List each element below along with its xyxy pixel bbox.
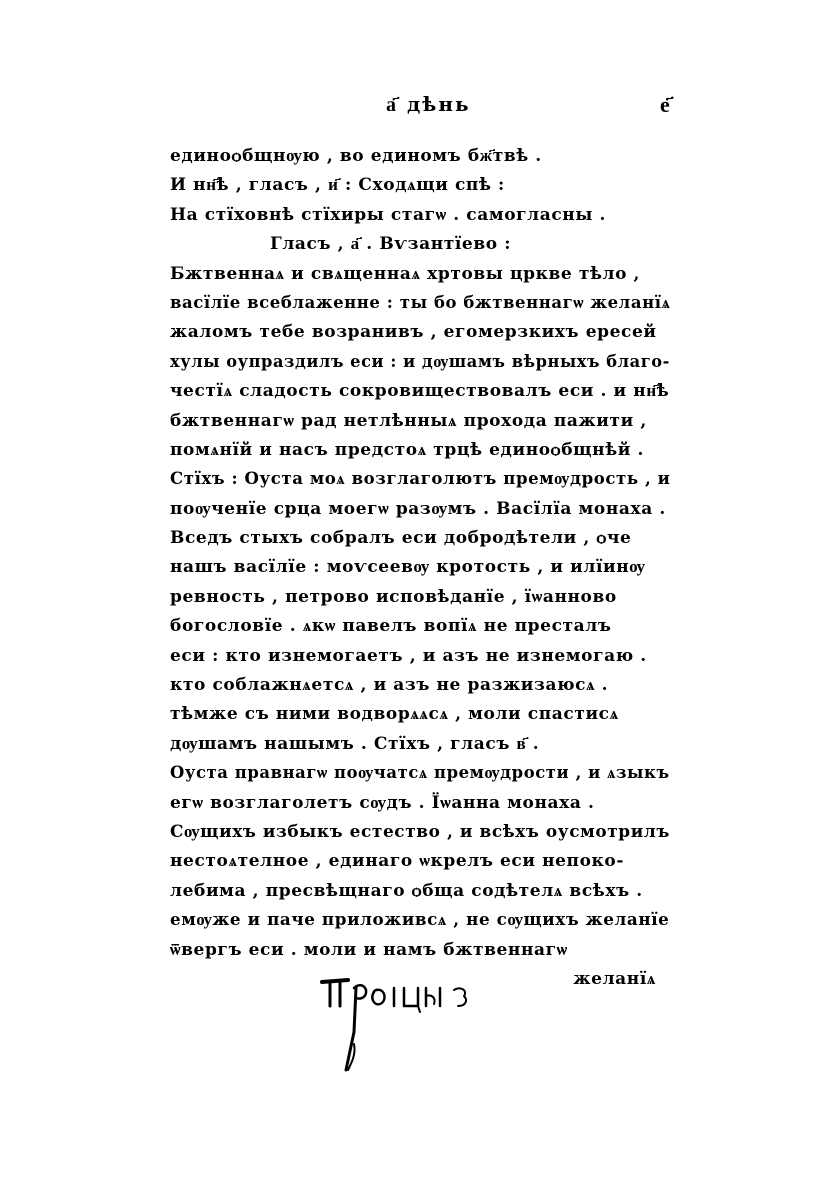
page-header [0, 92, 840, 126]
text-line: еси : кто изнемогаетъ , и азъ не изнемогаю . [170, 645, 647, 666]
text-line: Оуста правнагѡ поѹчатсѧ премѹдрости , и ѧзыкъ [170, 763, 670, 784]
text-line: васїлїе всеблаженне : ты бо бжтвеннагѡ желанїѧ [170, 292, 671, 313]
text-line: поѹченїе срца моегѡ разѹмъ . Васїлїа монаха . [170, 498, 666, 519]
text-line: Вседъ стыхъ собралъ еси добродѣтели , ѻче [170, 528, 632, 549]
text-line: хулы оупраздилъ еси : и дѹшамъ вѣрныхъ благо- [170, 351, 670, 372]
text-line: богословїе . ѧкѡ павелъ вопїѧ не престалъ [170, 616, 612, 637]
text-line: тѣмже съ ними водворѧѧсѧ , моли спастисѧ [170, 704, 619, 725]
text-line: бжтвеннагѡ рад нетлѣнныѧ прохода пажити , [170, 410, 647, 431]
text-line: На стїховнѣ стїхиры стагѡ . самогласны . [170, 204, 607, 225]
text-line: Стїхъ : Оуста моѧ возглаголютъ премѹдрость , и [170, 469, 671, 490]
text-line: кто соблажнѧетсѧ , и азъ не разжизаюсѧ . [170, 675, 609, 696]
text-line: честїѧ сладость сокровиществовалъ еси . и нн҃ѣ [170, 381, 670, 402]
running-title: а҃ дѣнь [386, 92, 471, 116]
text-line: И нн҃ѣ , гласъ , и҃ : Сходѧщи спѣ : [170, 175, 505, 196]
text-line: Гласъ , а҃ . Вѵзантїево : [270, 234, 512, 255]
text-line: Сѹщихъ избыкъ естество , и всѣхъ оусмотрилъ [170, 821, 670, 842]
text-line: нестоѧтелное , единаго ѡкрелъ еси непоко- [170, 851, 625, 872]
text-line: Бжтвеннаѧ и свѧщеннаѧ хртовы цркве тѣло , [170, 263, 641, 284]
text-line: помѧнїй и насъ предстоѧ трцѣ единоѻбщнѣй . [170, 439, 645, 460]
text-block [170, 142, 670, 994]
text-line: дѹшамъ нашымъ . Стїхъ , гласъ в҃ . [170, 733, 540, 754]
text-line: желанїѧ [573, 968, 656, 989]
text-line: ревность , петрово исповѣданїе , їѡанново [170, 586, 617, 607]
folio-number: е҃ [660, 92, 670, 118]
text-line: нашъ васїлїе : моѵсеевѹ кротость , и илїинѹ [170, 557, 646, 578]
text-line: единоѻбщнѹю , во единомъ бж҃твѣ . [170, 146, 542, 166]
text-line: егѡ возглаголетъ сѹдъ . Їѡанна монаха . [170, 792, 595, 813]
text-line: лебима , пресвѣщнаго ѻбща содѣтелѧ всѣхъ . [170, 880, 643, 901]
handwritten-inscription [318, 970, 498, 1080]
text-line: ѿвергъ еси . моли и намъ бжтвеннагѡ [170, 939, 568, 960]
text-line: жаломъ тебе возранивъ , егомерзкихъ ересей [170, 322, 657, 343]
text-line: емѹже и паче приложивсѧ , не сѹщихъ желанїе [170, 910, 670, 931]
